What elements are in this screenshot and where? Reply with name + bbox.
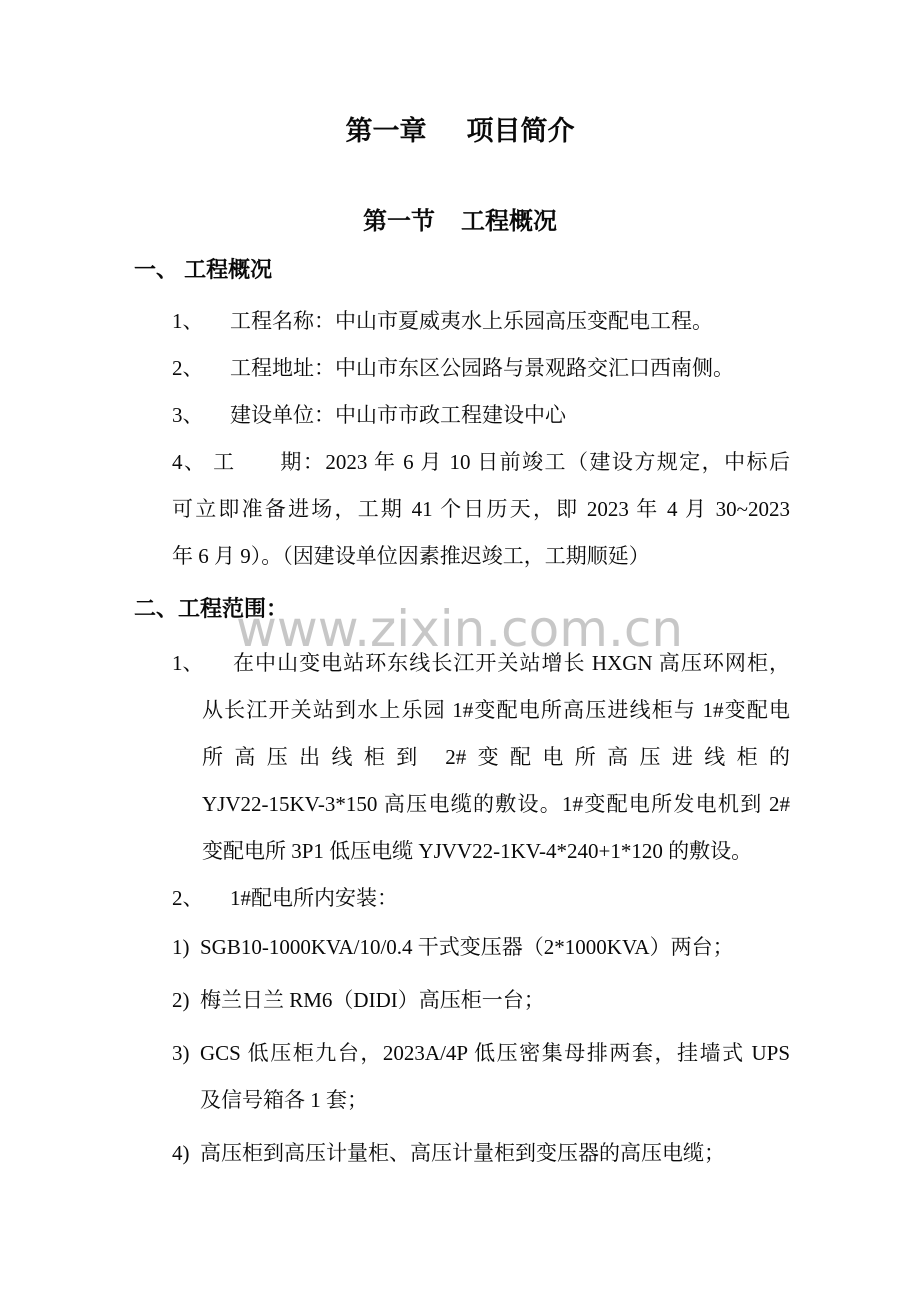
text-line: 工程名称：中山市夏威夷水上乐园高压变配电工程。 [230, 309, 713, 333]
text-line: YJV22-15KV-3*150 高压电缆的敷设。1#变配电所发电机到 2# [202, 792, 790, 816]
chapter-title: 项目简介 [466, 116, 575, 146]
item-number: 1) [172, 935, 190, 959]
item-number: 1、 [172, 651, 204, 675]
text-line: 工程地址：中山市东区公园路与景观路交汇口西南侧。 [230, 356, 734, 380]
item-number: 1、 [172, 309, 204, 333]
list-item [130, 1030, 790, 1124]
item-text [230, 345, 790, 392]
item-number: 3、 [172, 403, 204, 427]
section-heading [130, 208, 790, 236]
scope-paragraph [130, 640, 790, 875]
text-line: 从长江开关站到水上乐园 1#变配电所高压进线柜与 1#变配电 [202, 698, 790, 722]
item-text [200, 977, 790, 1024]
chapter-number: 第一章 [345, 116, 427, 146]
text-line: 1#配电所内安装： [230, 886, 398, 910]
text-line: 及信号箱各 1 套； [200, 1088, 368, 1112]
item-number: 3) [172, 1041, 190, 1065]
text-line: 所高压出线柜到 2#变配电所高压进线柜的 [202, 745, 790, 769]
text-line: 建设单位：中山市市政工程建设中心 [230, 403, 566, 427]
item-text [202, 640, 790, 875]
overview-list [130, 298, 790, 580]
text-line: 变配电所 3P1 低压电缆 YJVV22-1KV-4*240+1*120 的敷设。 [202, 839, 753, 863]
list-item [130, 1130, 790, 1177]
scope-paragraph [130, 875, 790, 922]
watermark-text: www.zixin.com.cn [236, 600, 684, 658]
text-line: 可立即准备进场，工期 41 个日历天，即 2023 年 4 月 30~2023 [172, 497, 790, 521]
item-text [200, 1030, 790, 1124]
item-text [230, 392, 790, 439]
text-line: 梅兰日兰 RM6（DIDI）高压柜一台； [200, 988, 545, 1012]
list-item [130, 439, 790, 580]
item-number: 2、 [172, 886, 204, 910]
item-number: 4) [172, 1141, 190, 1165]
item-text [200, 924, 790, 971]
section-number: 第一节 [363, 208, 435, 235]
item-number: 2) [172, 988, 190, 1012]
text-line: 高压柜到高压计量柜、高压计量柜到变压器的高压电缆； [200, 1141, 725, 1165]
list-item [130, 345, 790, 392]
text-line: 4、 工 期：2023 年 6 月 10 日前竣工（建设方规定，中标后 [172, 450, 790, 474]
scope-heading: 二、工程范围： [134, 596, 289, 621]
text-line: 在中山变电站环东线长江开关站增长 HXGN 高压环网柜， [233, 651, 790, 675]
chapter-heading [130, 116, 790, 146]
list-item [130, 392, 790, 439]
item-number: 2、 [172, 356, 204, 380]
text-line: SGB10-1000KVA/10/0.4 干式变压器（2*1000KVA）两台； [200, 935, 734, 959]
item-text [230, 298, 790, 345]
text-line: 年 6 月 9）。（因建设单位因素推迟竣工，工期顺延） [172, 544, 650, 568]
text-line: GCS 低压柜九台，2023A/4P 低压密集母排两套，挂墙式 UPS [200, 1041, 790, 1065]
overview-heading: 一、 工程概况 [134, 257, 273, 282]
item-text [230, 875, 790, 922]
list-item [130, 298, 790, 345]
item-text [200, 1130, 790, 1177]
list-item [130, 977, 790, 1024]
item-text [172, 439, 790, 580]
install-list [130, 924, 790, 1177]
section-title: 工程概况 [461, 208, 557, 235]
list-item [130, 924, 790, 971]
